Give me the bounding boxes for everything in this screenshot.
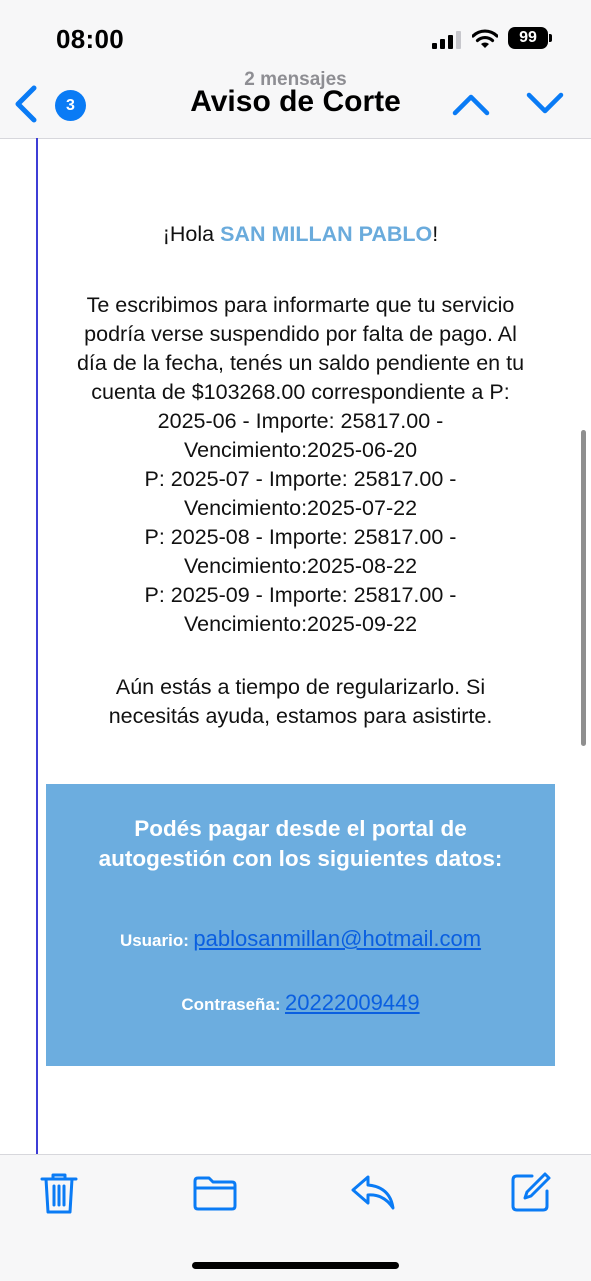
reply-icon[interactable]	[350, 1173, 396, 1211]
unread-count-badge[interactable]: 3	[55, 90, 86, 121]
battery-icon: 99	[508, 27, 548, 49]
password-row	[46, 990, 555, 1016]
notice-line: Vencimiento:2025-07-22	[183, 496, 418, 520]
user-row	[46, 926, 555, 952]
folder-icon[interactable]	[192, 1175, 238, 1211]
notice-line: P: 2025-07 - Importe: 25817.00 -	[144, 467, 457, 491]
payment-info-box	[46, 784, 555, 1066]
payment-box-title-line: Podés pagar desde el portal de	[134, 816, 467, 841]
recipient-name: SAN MILLAN PABLO	[220, 222, 433, 246]
status-time: 08:00	[56, 24, 124, 54]
notice-line: día de la fecha, tenés un saldo pendiente en tu	[76, 351, 525, 375]
notice-line: cuenta de $103268.00 correspondiente a P:	[91, 380, 510, 404]
help-paragraph	[46, 673, 555, 731]
notice-line: podría verse suspendido por falta de pago. Al	[84, 322, 517, 346]
wifi-icon	[472, 28, 498, 50]
notice-line: Te escribimos para informarte que tu servicio	[86, 293, 515, 317]
scrollbar[interactable]	[581, 430, 586, 746]
message-count: 2 mensajes	[244, 69, 347, 90]
battery-cap	[549, 34, 552, 42]
greeting-prefix: ¡Hola	[162, 222, 221, 246]
trash-icon[interactable]	[40, 1171, 78, 1215]
greeting-suffix: !	[432, 222, 439, 246]
payment-box-title-line: autogestión con los siguientes datos:	[98, 846, 503, 871]
notice-line: Vencimiento:2025-08-22	[183, 554, 418, 578]
notice-line: P: 2025-09 - Importe: 25817.00 -	[144, 583, 457, 607]
password-link[interactable]: 20222009449	[285, 990, 420, 1015]
notice-line: 2025-06 - Importe: 25817.00 -	[157, 409, 444, 433]
user-email-link[interactable]: pablosanmillan@hotmail.com	[193, 926, 482, 951]
password-label: Contraseña:	[181, 995, 281, 1014]
top-bar	[0, 0, 591, 139]
help-line: necesitás ayuda, estamos para asistirte.	[108, 704, 493, 728]
payment-box-title	[46, 814, 555, 874]
notice-line: P: 2025-08 - Importe: 25817.00 -	[144, 525, 457, 549]
notice-line: Vencimiento:2025-06-20	[183, 438, 418, 462]
notice-paragraph	[46, 291, 555, 639]
page-title: Aviso de Corte	[190, 85, 401, 118]
quote-bar	[36, 138, 38, 1154]
user-label: Usuario:	[119, 931, 189, 950]
chevron-up-icon[interactable]	[452, 92, 490, 116]
compose-icon[interactable]	[510, 1171, 552, 1213]
home-indicator	[192, 1262, 399, 1269]
cellular-signal-icon	[432, 31, 462, 49]
bottom-toolbar	[0, 1154, 591, 1281]
chevron-down-icon[interactable]	[526, 92, 564, 116]
help-line: Aún estás a tiempo de regularizarlo. Si	[115, 675, 486, 699]
notice-line: Vencimiento:2025-09-22	[183, 612, 418, 636]
greeting	[46, 220, 555, 249]
